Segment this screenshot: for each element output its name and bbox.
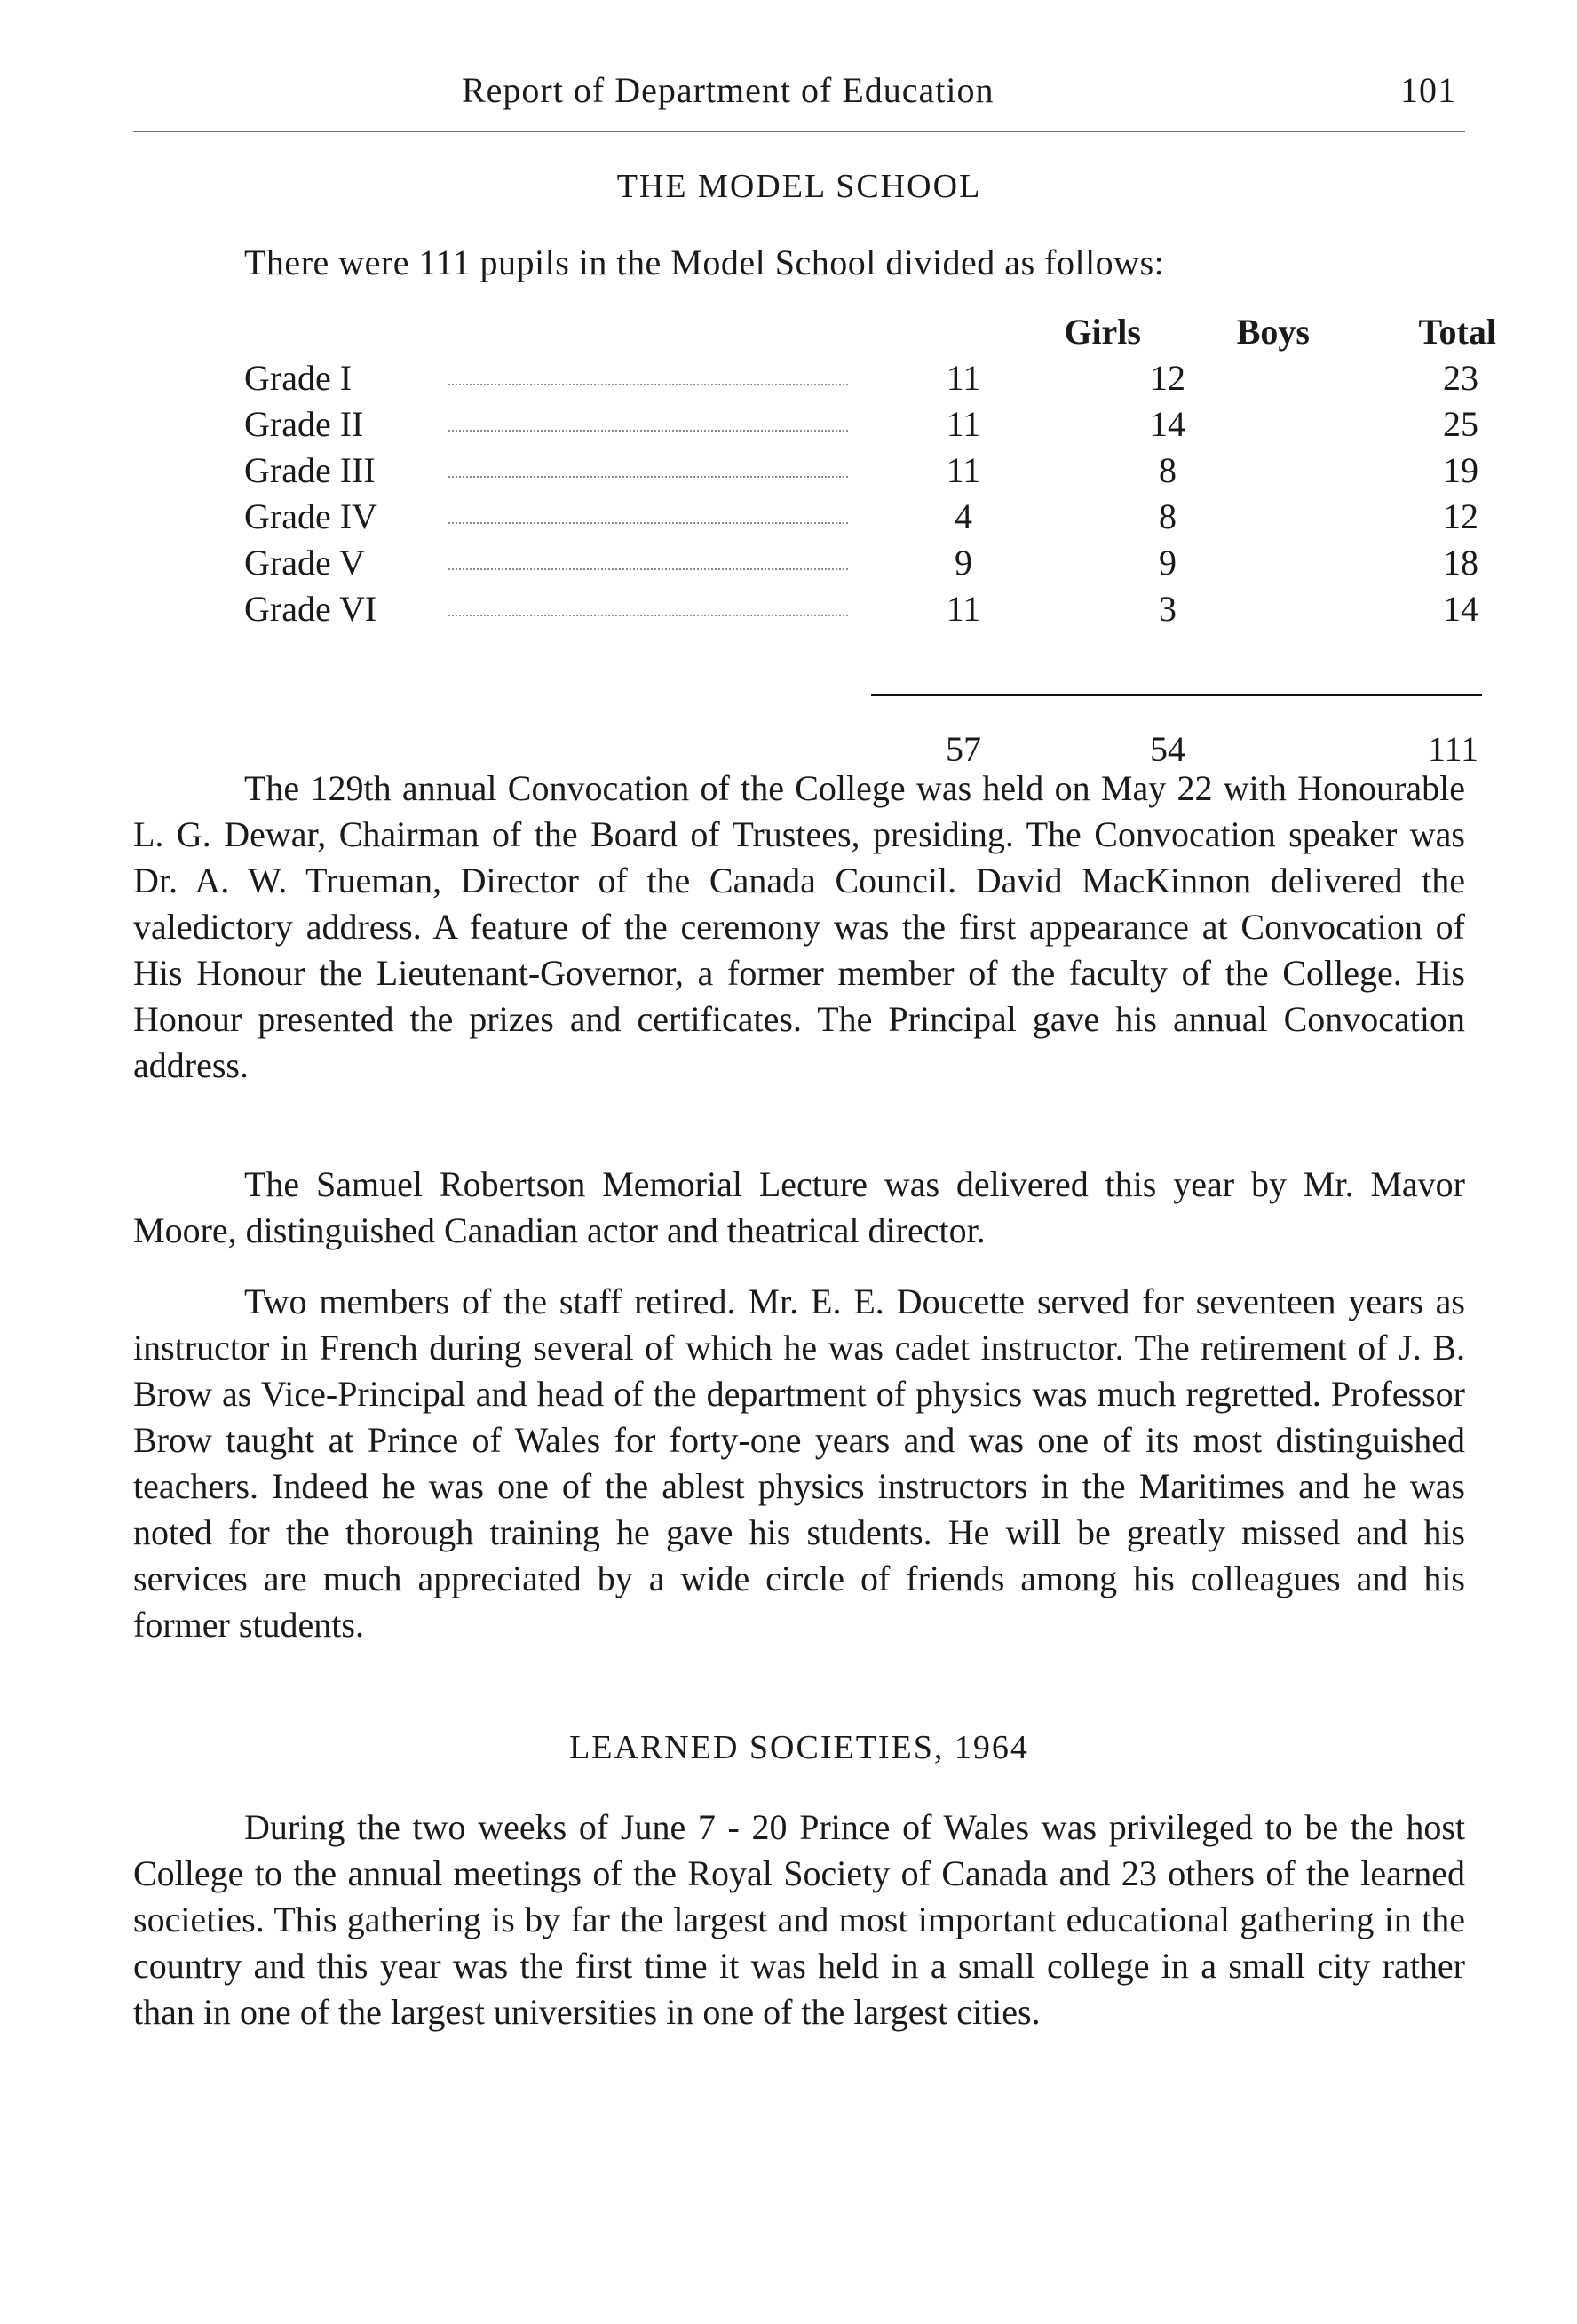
girls-count: 4 [955,496,972,536]
paragraph-learned-societies [133,1804,1465,2035]
paragraph-lecture-text: The Samuel Robertson Memorial Lecture was delivered this year by Mr. Mavor Moore, distinguished Canadian actor and theatrical director. [133,1164,1465,1250]
model-school-intro: There were 111 pupils in the Model School divided as follows: [244,242,1165,282]
table-row [244,542,1487,588]
grade-label: Grade I [244,358,353,398]
paragraph-learned-societies-text: During the two weeks of June 7 - 20 Prince of Wales was privileged to be the host College to the annual meetings of the Royal Society of Canada and 23 others of the learned societies. This gathering is by far the largest and most important educational gathering in the country and this year was the first time it was held in a small college in a small city rather than in one of the largest universities in one of the largest cities. [133,1807,1465,2032]
table-row [244,496,1487,542]
dot-leader [448,568,848,570]
grand-total: 111 [1427,729,1478,769]
dot-leader [448,476,848,478]
boys-count: 12 [1150,358,1185,398]
girls-count: 9 [955,543,972,583]
dot-leader [448,615,848,616]
total-count: 12 [1443,496,1478,536]
header-rule [133,131,1465,132]
dot-leader [448,384,848,385]
paragraph-convocation-text: The 129th annual Convocation of the College was held on May 22 with Honourable L. G. Dewar, Chairman of the Board of Trustees, presiding. The Convocation speaker was Dr. A. W. Trueman, Director of the Canada Council. David MacKinnon delivered the valedictory address. A feature of the ceremony was the first appearance at Convocation of His Honour the Lieutenant-Governor, a former member of the faculty of the College. His Honour presented the prizes and certificates. The Principal gave his annual Convocation address. [133,768,1465,1085]
table-row [244,449,1487,496]
grade-label: Grade II [244,404,364,444]
paragraph-staff-text: Two members of the staff retired. Mr. E. E. Doucette served for seventeen years as instructor in French during several of which he was cadet instructor. The retirement of J. B. Brow as Vice-Principal and head of the department of physics was much regretted. Professor Brow taught at Prince of Wales for forty-one years and was one of its most distinguished teachers. Indeed he was one of the ablest physics instructors in the Maritimes and he was noted for the thorough training he gave his students. He will be greatly missed and his services are much appreciated by a wide circle of friends among his colleagues and his former students. [133,1281,1465,1645]
section-heading-model-school: THE MODEL SCHOOL [616,168,982,205]
paragraph-staff [133,1279,1465,1648]
column-header-girls: Girls [1064,312,1141,352]
column-header-total: Total [1418,312,1496,352]
pupils-table [244,311,1496,769]
boys-count: 9 [1159,543,1177,583]
dot-leader [448,430,848,432]
total-count: 14 [1443,589,1478,629]
paragraph-lecture [133,1162,1465,1254]
grade-label: Grade VI [244,589,377,629]
totals-rule [871,694,1482,696]
document-page [133,53,1496,2032]
grade-label: Grade IV [244,496,377,536]
grade-label: Grade III [244,450,376,490]
girls-count: 11 [946,404,981,444]
total-count: 25 [1443,404,1478,444]
girls-count: 11 [946,589,981,629]
table-header-row [244,311,1496,357]
table-row [244,357,1487,403]
girls-count: 11 [946,450,981,490]
grade-label: Grade V [244,543,365,583]
total-count: 19 [1443,450,1478,490]
boys-count: 14 [1150,404,1185,444]
column-header-boys: Boys [1236,312,1310,352]
page-number: 101 [1400,70,1456,110]
boys-total: 54 [1150,729,1185,769]
total-count: 23 [1443,358,1478,398]
boys-count: 8 [1159,450,1177,490]
running-header [133,53,1465,115]
boys-count: 3 [1159,589,1177,629]
girls-count: 11 [946,358,981,398]
running-title: Report of Department of Education [462,70,995,110]
total-count: 18 [1443,543,1478,583]
boys-count: 8 [1159,496,1177,536]
girls-total: 57 [946,729,981,769]
table-row [244,588,1487,634]
paragraph-convocation [133,765,1465,1089]
dot-leader [448,522,848,524]
table-row [244,403,1487,449]
section-heading-learned-societies: LEARNED SOCIETIES, 1964 [569,1729,1029,1766]
